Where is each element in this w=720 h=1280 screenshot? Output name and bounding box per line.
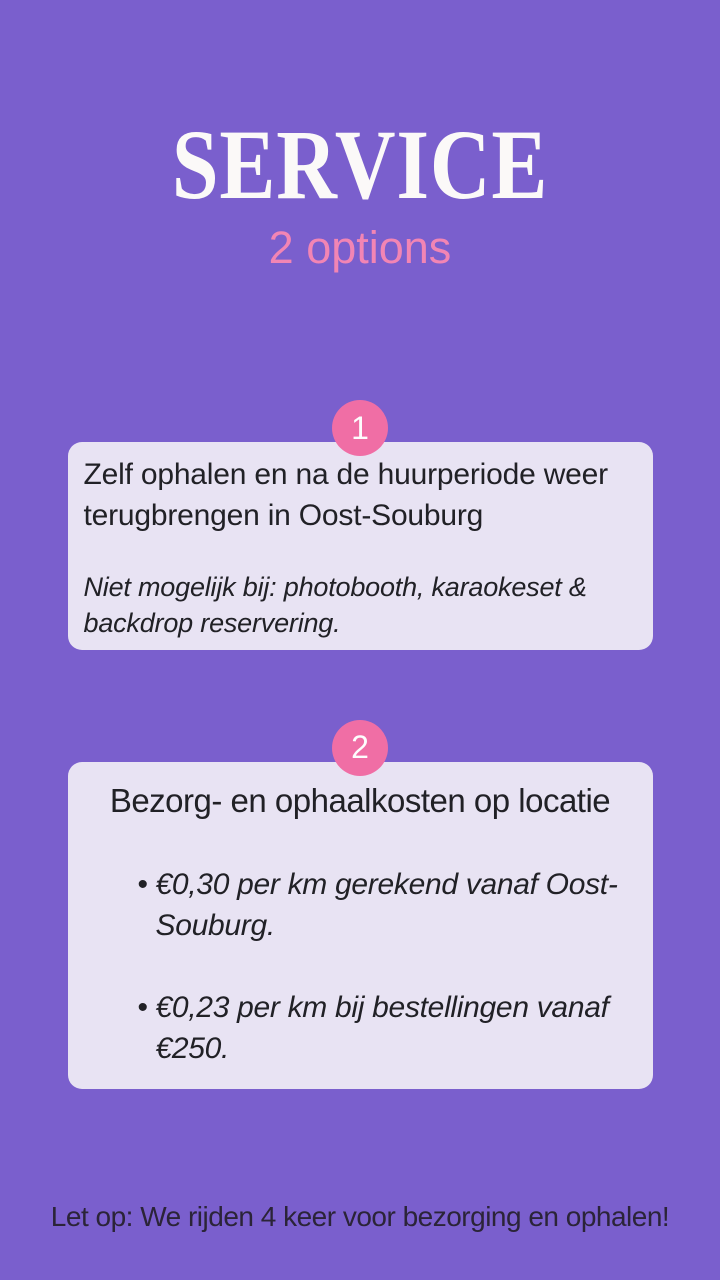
list-item: • €0,23 per km bij bestellingen vanaf €250. — [138, 987, 633, 1070]
option-1-restriction-note: Niet mogelijk bij: photobooth, karaokeset & backdrop reservering. — [83, 571, 587, 639]
delivery-cost-list — [88, 864, 633, 1070]
option-1-card — [68, 442, 653, 650]
option-2-number-badge — [332, 720, 388, 776]
option-1-number: 1 — [351, 409, 369, 446]
list-item: • €0,30 per km gerekend vanaf Oost-Souburg. — [138, 864, 633, 947]
option-2-card — [68, 762, 653, 1090]
option-2-heading: Bezorg- en ophaalkosten op locatie — [109, 781, 611, 819]
page-subtitle: 2 options — [268, 222, 452, 273]
option-1-number-badge — [332, 400, 388, 456]
option-1-description: Zelf ophalen en na de huurperiode weer terugbrengen in Oost-Souburg — [83, 458, 608, 533]
page-title: SERVICE — [171, 109, 549, 220]
footer-note: Let op: We rijden 4 keer voor bezorging en ophalen! — [50, 1201, 670, 1233]
option-2-number: 2 — [351, 729, 369, 766]
hero-section — [0, 0, 720, 275]
